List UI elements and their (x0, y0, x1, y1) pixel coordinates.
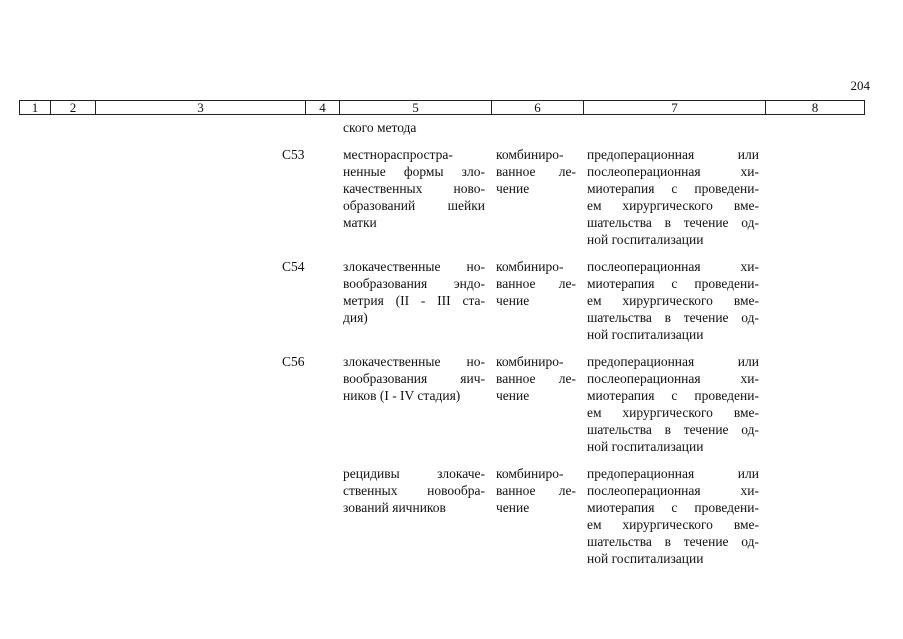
diagnosis-description-line: ственных новообра- (343, 483, 485, 498)
header-col-7: 7 (584, 101, 766, 114)
treatment-method-line: предоперационная или (587, 147, 759, 162)
diagnosis-description-line: местнораспростра- (343, 147, 453, 162)
treatment-type-line: ванное ле- (496, 164, 576, 179)
treatment-method-line: ем хирургического вме- (587, 293, 759, 308)
header-col-6: 6 (492, 101, 584, 114)
diagnosis-description-line: вообразования эндо- (343, 276, 485, 291)
treatment-method-line: шательства в течение од- (587, 215, 759, 230)
diagnosis-description (343, 353, 485, 404)
header-col-5: 5 (340, 101, 492, 114)
diagnosis-description-line: вообразования яич- (343, 371, 485, 386)
treatment-type-line: комбиниро- (496, 354, 564, 369)
diagnosis-description-line: метрия (II - III ста- (343, 293, 485, 308)
diagnosis-code: C53 (282, 147, 305, 162)
treatment-method-line: миотерапия с проведени- (587, 500, 759, 515)
treatment-method-line: ной госпитализации (587, 232, 704, 247)
treatment-method-line: ной госпитализации (587, 439, 704, 454)
treatment-type-line: комбиниро- (496, 147, 564, 162)
treatment-type-line: ванное ле- (496, 276, 576, 291)
treatment-method-line: ем хирургического вме- (587, 198, 759, 213)
diagnosis-description (343, 258, 485, 326)
treatment-type-line: комбиниро- (496, 466, 564, 481)
diagnosis-description-line: матки (343, 215, 377, 230)
page-number: 204 (850, 78, 870, 93)
header-col-8: 8 (811, 100, 819, 115)
treatment-type-line: чение (496, 181, 530, 196)
treatment-type (496, 353, 576, 404)
treatment-method (587, 465, 759, 567)
treatment-method (587, 353, 759, 455)
treatment-method-line: ной госпитализации (587, 327, 704, 342)
diagnosis-description-line: злокачественные но- (343, 259, 485, 274)
treatment-method (587, 146, 759, 248)
diagnosis-description-line: качественных ново- (343, 181, 485, 196)
treatment-type-line: чение (496, 500, 530, 515)
treatment-type-line: комбиниро- (496, 259, 564, 274)
treatment-type (496, 465, 576, 516)
treatment-method-line: послеоперационная хи- (587, 164, 759, 179)
header-col-4: 4 (306, 101, 340, 114)
header-col-3: 3 (96, 101, 306, 114)
diagnosis-description-line: образований шейки (343, 198, 485, 213)
header-col-2: 2 (51, 101, 96, 114)
treatment-type-line: чение (496, 293, 530, 308)
treatment-method-line: миотерапия с проведени- (587, 181, 759, 196)
diagnosis-description-line: злокачественные но- (343, 354, 485, 369)
treatment-type (496, 146, 576, 197)
treatment-method-line: послеоперационная хи- (587, 483, 759, 498)
treatment-method-line: предоперационная или (587, 466, 759, 481)
diagnosis-description-line: дия) (343, 310, 368, 325)
continuation-text: ского метода (343, 120, 417, 135)
diagnosis-description-line: зований яичников (343, 500, 446, 515)
treatment-method-line: миотерапия с проведени- (587, 388, 759, 403)
treatment-method-line: шательства в течение од- (587, 534, 759, 549)
header-col-1: 1 (20, 101, 51, 114)
table-header (19, 100, 865, 115)
diagnosis-description-line: рецидивы злокаче- (343, 466, 485, 481)
treatment-method-line: послеоперационная хи- (587, 371, 759, 386)
treatment-method-line: предоперационная или (587, 354, 759, 369)
diagnosis-description-line: ненные формы зло- (343, 164, 485, 179)
treatment-type-line: ванное ле- (496, 483, 576, 498)
treatment-type-line: чение (496, 388, 530, 403)
treatment-method-line: ем хирургического вме- (587, 517, 759, 532)
diagnosis-description-line: ников (I - IV стадия) (343, 388, 461, 403)
treatment-method-line: послеоперационная хи- (587, 259, 759, 274)
treatment-method-line: миотерапия с проведени- (587, 276, 759, 291)
treatment-method-line: ной госпитализации (587, 551, 704, 566)
diagnosis-code: C54 (282, 259, 305, 274)
diagnosis-description (343, 146, 485, 231)
treatment-method-line: шательства в течение од- (587, 310, 759, 325)
diagnosis-description (343, 465, 485, 516)
treatment-type-line: ванное ле- (496, 371, 576, 386)
treatment-method-line: шательства в течение од- (587, 422, 759, 437)
diagnosis-code: C56 (282, 354, 305, 369)
treatment-type (496, 258, 576, 309)
treatment-method (587, 258, 759, 343)
treatment-method-line: ем хирургического вме- (587, 405, 759, 420)
